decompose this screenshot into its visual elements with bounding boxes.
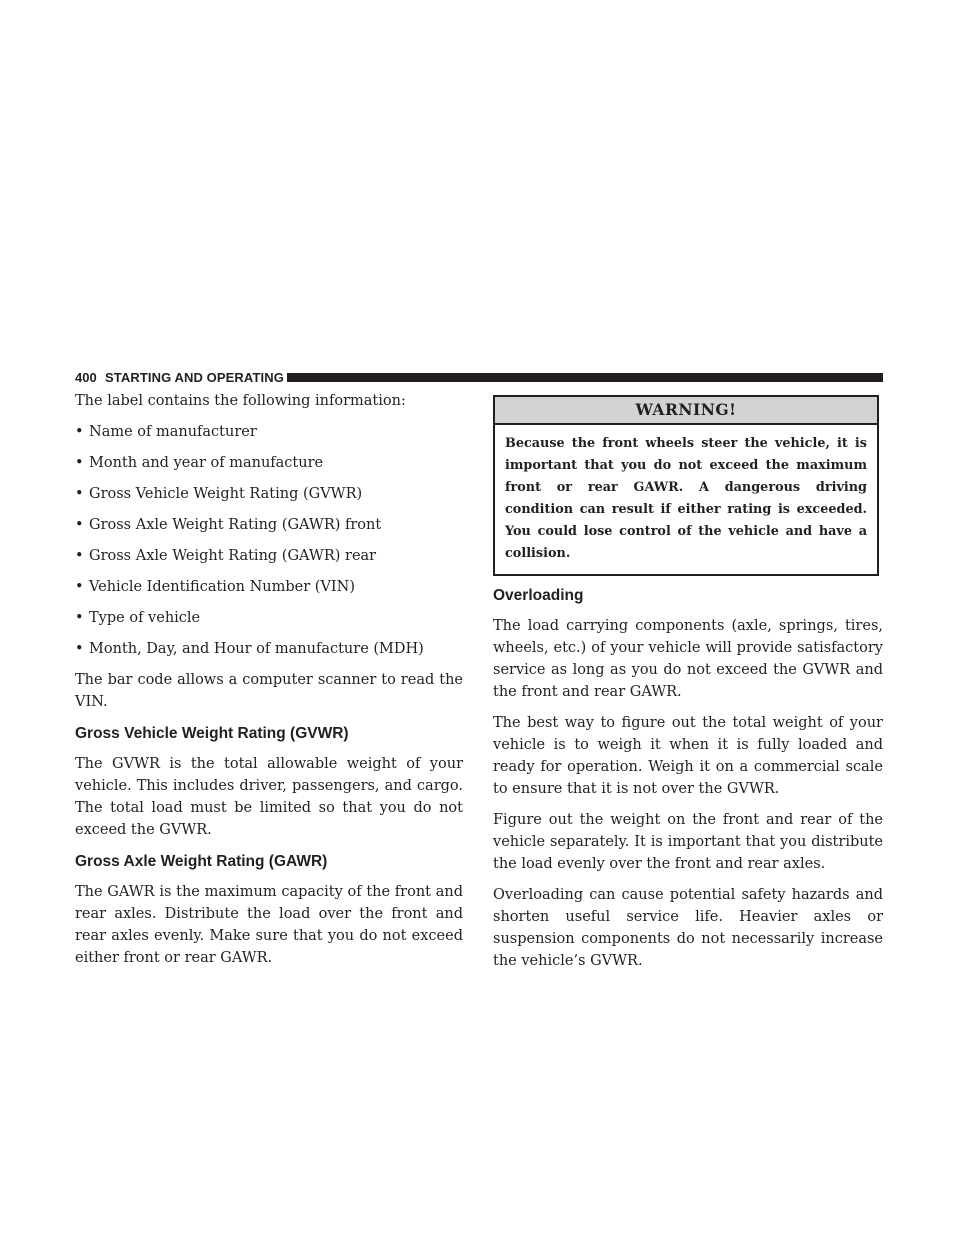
overloading-paragraph: Overloading can cause potential safety hazards and shorten useful service life. Heavier axles or suspension components do not necessarily increase the vehicle’s GVWR. bbox=[493, 887, 883, 969]
right-column bbox=[493, 390, 883, 972]
list-item: • Gross Axle Weight Rating (GAWR) rear bbox=[75, 545, 463, 567]
page-header bbox=[75, 368, 883, 386]
gawr-heading: Gross Axle Weight Rating (GAWR) bbox=[75, 853, 328, 870]
gvwr-heading: Gross Vehicle Weight Rating (GVWR) bbox=[75, 725, 349, 742]
page-number: 400 bbox=[75, 370, 97, 385]
section-title: STARTING AND OPERATING bbox=[105, 370, 284, 385]
list-item: • Name of manufacturer bbox=[75, 421, 463, 443]
left-column bbox=[75, 390, 463, 969]
overloading-heading: Overloading bbox=[493, 587, 584, 604]
overloading-paragraph: The best way to figure out the total weight of your vehicle is to weigh it when it is fully loaded and ready for operation. Weigh it on a commercial scale to ensure that it is not over the GVWR. bbox=[493, 715, 883, 797]
warning-box bbox=[493, 395, 879, 576]
list-item: • Vehicle Identification Number (VIN) bbox=[75, 576, 463, 598]
intro-text: The label contains the following information: bbox=[75, 393, 406, 409]
gawr-paragraph: The GAWR is the maximum capacity of the front and rear axles. Distribute the load over the front and rear axles evenly. Make sure that you do not exceed either front or rear GAWR. bbox=[75, 884, 463, 966]
list-item: • Type of vehicle bbox=[75, 607, 463, 629]
list-item: • Month, Day, and Hour of manufacture (MDH) bbox=[75, 638, 463, 660]
overloading-paragraph: The load carrying components (axle, springs, tires, wheels, etc.) of your vehicle will provide satisfactory service as long as you do not exceed the GVWR and the front and rear GAWR. bbox=[493, 618, 883, 700]
warning-text: Because the front wheels steer the vehicle, it is important that you do not exceed the maximum front or rear GAWR. A dangerous driving condition can result if either rating is exceeded. You could lose control of the vehicle and have a collision. bbox=[505, 436, 867, 561]
list-item: • Month and year of manufacture bbox=[75, 452, 463, 474]
list-item: • Gross Axle Weight Rating (GAWR) front bbox=[75, 514, 463, 536]
gvwr-paragraph: The GVWR is the total allowable weight of your vehicle. This includes driver, passengers, and cargo. The total load must be limited so that you do not exceed the GVWR. bbox=[75, 756, 463, 838]
list-item: • Gross Vehicle Weight Rating (GVWR) bbox=[75, 483, 463, 505]
barcode-text: The bar code allows a computer scanner to read the VIN. bbox=[75, 672, 463, 710]
warning-title: WARNING! bbox=[495, 397, 877, 425]
header-rule bbox=[287, 373, 883, 382]
label-info-list bbox=[75, 421, 463, 660]
overloading-paragraph: Figure out the weight on the front and rear of the vehicle separately. It is important that you distribute the load evenly over the front and rear axles. bbox=[493, 812, 883, 872]
